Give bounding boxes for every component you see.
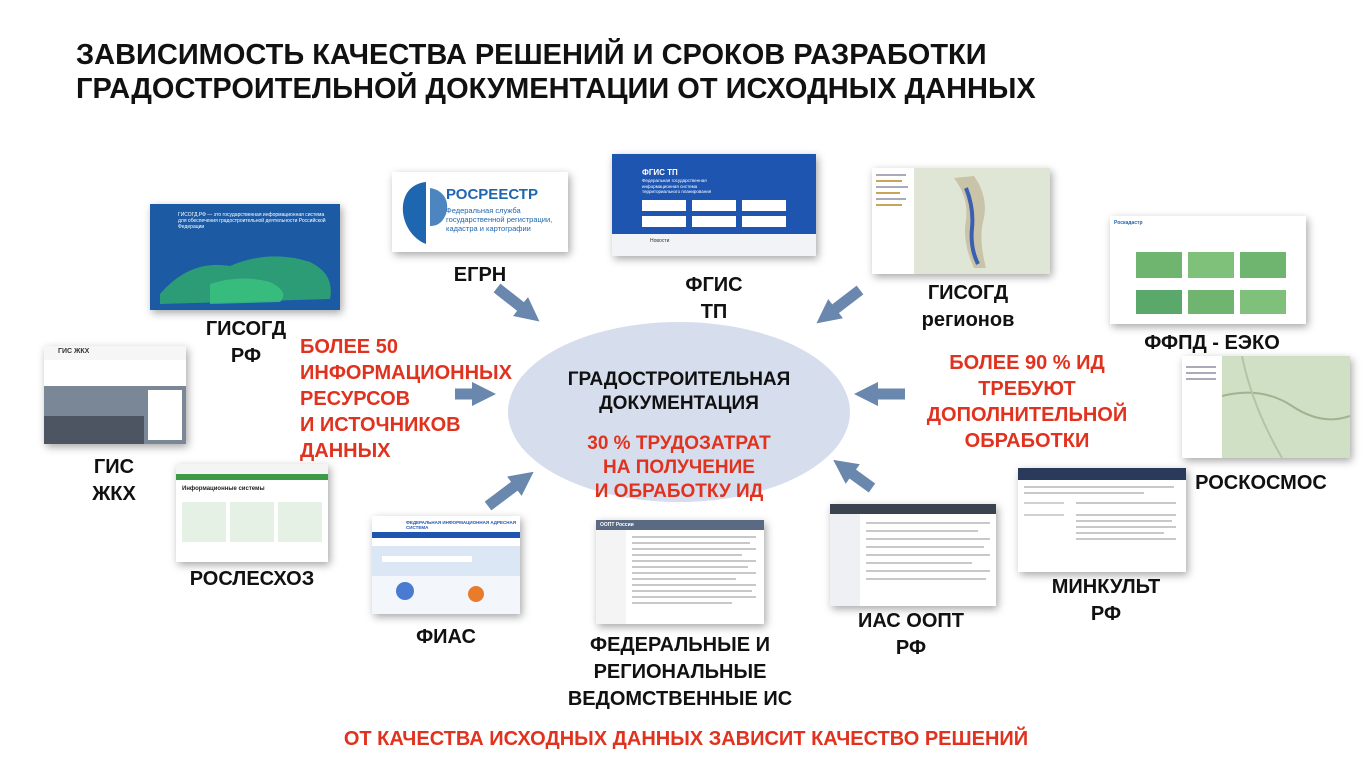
label-minkult-line-2: РФ	[1090, 603, 1122, 625]
left-note-line-3: РЕСУРСОВ	[300, 388, 411, 410]
label-gisogd-reg	[908, 280, 1028, 334]
gis-zhkh-brand: ГИС ЖКХ	[58, 348, 90, 355]
label-roskosmos	[1186, 470, 1336, 497]
minkult-screenshot	[1018, 468, 1186, 572]
bottom-statement: ОТ КАЧЕСТВА ИСХОДНЫХ ДАННЫХ ЗАВИСИТ КАЧЕСТВО РЕШЕНИЙ	[343, 728, 1029, 750]
gisogd-rf-screenshot	[150, 204, 340, 310]
arrow-gisogd-reg	[826, 290, 860, 316]
label-gis-zhkh-line-1: ГИС	[93, 456, 135, 478]
label-minkult-line-1: МИНКУЛЬТ	[1051, 576, 1161, 598]
right-note-line-4: ОБРАБОТКИ	[964, 430, 1090, 452]
right-note-line-2: ТРЕБУЮТ	[978, 378, 1076, 400]
ias-oopt-screenshot	[830, 504, 996, 606]
fias-screenshot	[372, 516, 520, 614]
title-line-1: ЗАВИСИМОСТЬ КАЧЕСТВА РЕШЕНИЙ И СРОКОВ РАЗРАБОТКИ	[76, 39, 987, 71]
arrow-fias	[488, 479, 524, 506]
fed-reg-screenshot	[596, 520, 764, 624]
label-fed-reg	[560, 632, 800, 713]
rosreestr-screenshot	[392, 172, 568, 252]
label-egrn-line-1: ЕГРН	[453, 264, 507, 286]
label-ffpd	[1128, 330, 1296, 357]
fgis-tp-screenshot	[612, 154, 816, 256]
label-ffpd-line-1: ФФПД - ЕЭКО	[1144, 332, 1280, 354]
label-fed-reg-line-2: РЕГИОНАЛЬНЫЕ	[593, 661, 767, 683]
center-note-line-1: 30 % ТРУДОЗАТРАТ	[587, 433, 771, 454]
right-note-line-1: БОЛЕЕ 90 % ИД	[949, 352, 1105, 374]
center-title-line-2: ДОКУМЕНТАЦИЯ	[599, 393, 759, 414]
label-egrn	[430, 262, 530, 289]
label-gisogd-reg-line-1: ГИСОГД	[927, 282, 1009, 304]
left-note-line-4: И ИСТОЧНИКОВ	[300, 414, 461, 436]
label-gisogd-reg-line-2: регионов	[921, 309, 1015, 331]
label-gisogd-rf-line-1: ГИСОГД	[205, 318, 287, 340]
gisogd-rf-text: ГИСОГД.РФ — это государственная информационная система для обеспечения градостроительной деятельности Российской Федерации	[178, 212, 326, 230]
fias-header: ФЕДЕРАЛЬНАЯ ИНФОРМАЦИОННАЯ АДРЕСНАЯ СИСТЕМА	[406, 520, 516, 530]
label-gis-zhkh-line-2: ЖКХ	[92, 483, 136, 505]
label-fgis-tp-line-1: ФГИС	[685, 274, 743, 296]
label-roslesxoz-line-1: РОСЛЕСХОЗ	[189, 568, 315, 590]
title-line-2: ГРАДОСТРОИТЕЛЬНОЙ ДОКУМЕНТАЦИИ ОТ ИСХОДНЫХ ДАННЫХ	[76, 73, 1036, 105]
fgis-news: Новости	[650, 238, 670, 244]
left-note-line-1: БОЛЕЕ 50	[300, 336, 398, 358]
label-fias	[396, 624, 496, 651]
center-note-line-2: НА ПОЛУЧЕНИЕ	[603, 457, 755, 478]
label-fgis-tp	[664, 272, 764, 326]
fgis-sub: Федеральная государственная информационная система территориального планирования	[642, 178, 712, 194]
arrow-egrn	[497, 288, 530, 314]
label-gisogd-rf-line-2: РФ	[230, 345, 262, 367]
label-fias-line-1: ФИАС	[416, 626, 476, 648]
right-note-line-3: ДОПОЛНИТЕЛЬНОЙ	[926, 404, 1128, 426]
oopt-header: ООПТ России	[600, 522, 634, 528]
label-fed-reg-line-1: ФЕДЕРАЛЬНЫЕ И	[590, 634, 770, 656]
left-note-line-2: ИНФОРМАЦИОННЫХ	[300, 362, 512, 384]
label-ias-oopt-line-1: ИАС ООПТ	[857, 610, 965, 632]
center-note-line-3: И ОБРАБОТКУ ИД	[594, 481, 764, 502]
fgis-tiles	[642, 200, 786, 230]
label-gis-zhkh	[64, 454, 164, 508]
label-roslesxoz	[176, 566, 328, 593]
rosreestr-brand: РОСРЕЕСТР	[446, 186, 538, 203]
roskosmos-screenshot	[1182, 356, 1350, 458]
label-ias-oopt-line-2: РФ	[895, 637, 927, 659]
roslesxoz-header: Информационные системы	[182, 486, 265, 492]
roslesxoz-screenshot	[176, 464, 328, 562]
label-ias-oopt	[846, 608, 976, 662]
label-fed-reg-line-3: ВЕДОМСТВЕННЫЕ ИС	[567, 688, 793, 710]
label-minkult	[1034, 574, 1178, 628]
arrow-ias	[843, 467, 872, 488]
fgis-brand: ФГИС ТП	[642, 168, 678, 177]
label-fgis-tp-line-2: ТП	[700, 301, 728, 323]
gisogd-reg-screenshot	[872, 168, 1050, 274]
label-roskosmos-line-1: РОСКОСМОС	[1195, 472, 1327, 494]
ffpd-screenshot	[1110, 216, 1306, 324]
ffpd-brand: Роскадастр	[1114, 220, 1143, 226]
center-title-line-1: ГРАДОСТРОИТЕЛЬНАЯ	[567, 369, 791, 390]
gis-zhkh-screenshot	[44, 346, 186, 444]
label-gisogd-rf	[186, 316, 306, 370]
left-note-line-5: ДАННЫХ	[300, 440, 391, 462]
rosreestr-sub: Федеральная служба государственной регистрации, кадастра и картографии	[446, 206, 553, 233]
